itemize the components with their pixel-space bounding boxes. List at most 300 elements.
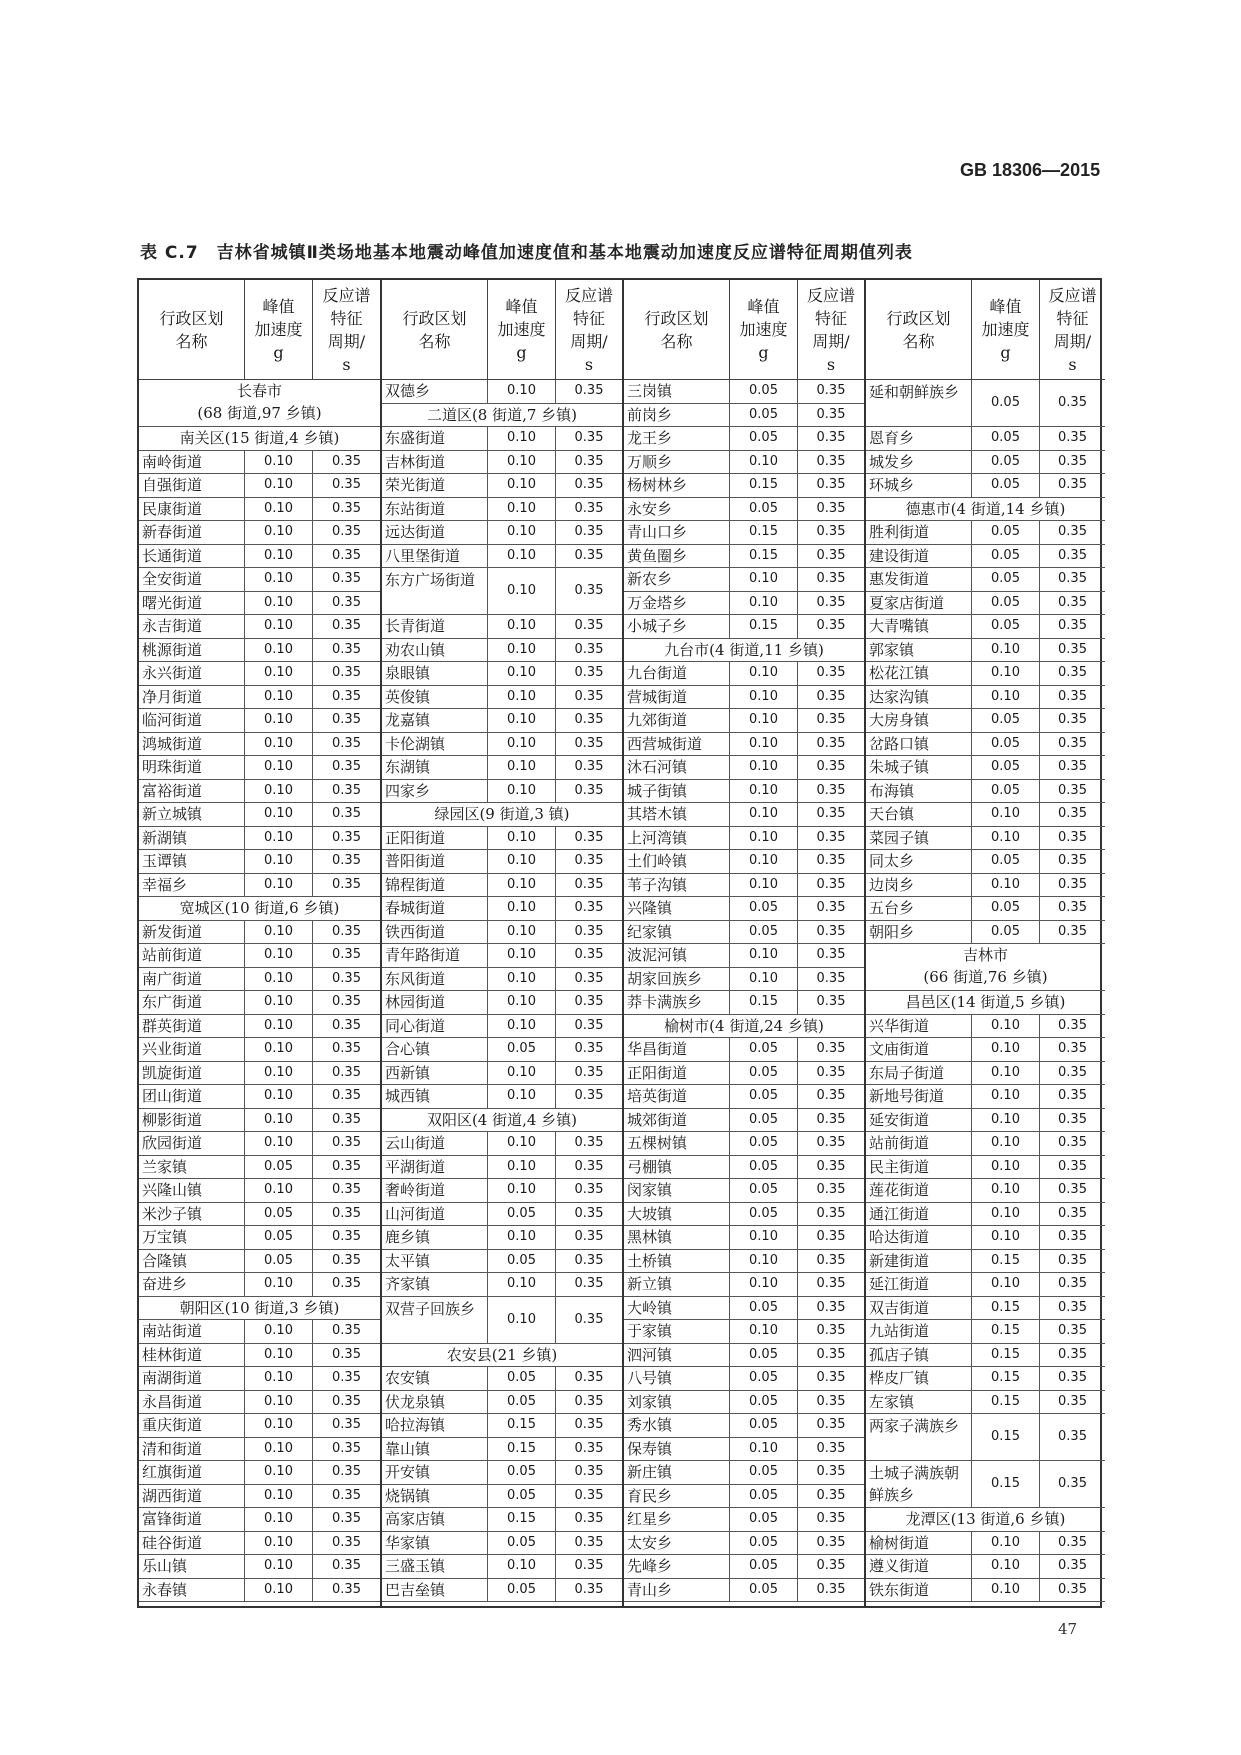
table-row [624, 827, 864, 851]
table-row [382, 1414, 622, 1438]
cell-accel: 0.15 [488, 1508, 556, 1531]
cell-name: 小城子乡 [624, 615, 730, 638]
table-row [139, 568, 380, 592]
table-row [624, 944, 864, 968]
cell-accel: 0.10 [245, 709, 313, 732]
table-row [382, 1508, 622, 1532]
cell-name: 新立城镇 [139, 803, 245, 826]
table-row [382, 1461, 622, 1485]
cell-accel: 0.05 [488, 1250, 556, 1273]
cell-accel: 0.05 [730, 1156, 798, 1179]
cell-period: 0.35 [574, 1158, 604, 1174]
cell-period: 0.35 [332, 712, 361, 727]
cell-name: 泗河镇 [624, 1344, 730, 1367]
table-row [382, 1579, 622, 1603]
cell-period: 0.35 [574, 735, 604, 751]
cell-name: 城郊街道 [624, 1109, 730, 1132]
cell-period: 0.35 [1058, 712, 1087, 727]
table-row [139, 1038, 380, 1062]
cell-accel: 0.10 [488, 498, 556, 521]
cell-period: 0.35 [574, 1511, 604, 1526]
cell-accel: 0.10 [972, 1085, 1040, 1108]
cell-name: 新地号街道 [866, 1085, 972, 1108]
table-row [624, 803, 864, 827]
table-row [139, 1391, 380, 1415]
cell-period: 0.35 [816, 1417, 846, 1432]
cell-accel: 0.15 [730, 615, 798, 638]
cell-period: 0.35 [332, 1017, 361, 1033]
cell-accel: 0.10 [972, 1555, 1040, 1578]
table-column-block [139, 280, 380, 1606]
cell-period: 0.35 [574, 1135, 604, 1150]
cell-name: 东盛街道 [382, 427, 488, 450]
cell-period: 0.35 [1058, 1017, 1087, 1033]
cell-accel: 0.10 [245, 639, 313, 662]
cell-period: 0.35 [1058, 594, 1087, 610]
table-row [866, 1038, 1105, 1062]
cell-name: 郭家镇 [866, 639, 972, 662]
cell-name: 全安街道 [139, 568, 245, 591]
cell-name: 伏龙泉镇 [382, 1391, 488, 1414]
table-row [139, 733, 380, 757]
cell-name: 东方广场街道 [382, 568, 488, 614]
cell-accel: 0.10 [730, 1438, 798, 1461]
cell-accel: 0.10 [972, 827, 1040, 850]
cell-period: 0.35 [1058, 477, 1087, 492]
cell-name: 龙王乡 [624, 427, 730, 450]
cell-accel: 0.15 [488, 1438, 556, 1461]
header-accel: 峰值 加速度 g [972, 280, 1040, 379]
table-row [139, 1555, 380, 1579]
cell-name: 纪家镇 [624, 921, 730, 944]
cell-period: 0.35 [332, 1182, 361, 1197]
cell-accel: 0.10 [488, 686, 556, 709]
table-row [624, 451, 864, 475]
cell-accel: 0.05 [488, 1203, 556, 1226]
cell-period: 0.35 [574, 453, 604, 469]
cell-accel: 0.10 [972, 1062, 1040, 1085]
cell-accel: 0.05 [972, 451, 1040, 474]
cell-name: 南湖街道 [139, 1367, 245, 1390]
cell-name: 育民乡 [624, 1485, 730, 1508]
table-row [624, 1179, 864, 1203]
table-row [382, 568, 622, 615]
cell-period: 0.35 [816, 829, 846, 845]
table-row [624, 1579, 864, 1603]
cell-name: 于家镇 [624, 1320, 730, 1343]
table-row [382, 756, 622, 780]
cell-name: 净月街道 [139, 686, 245, 709]
cell-accel: 0.10 [245, 1344, 313, 1367]
cell-period: 0.35 [332, 1205, 361, 1221]
cell-period: 0.35 [816, 688, 846, 704]
cell-accel: 0.05 [245, 1250, 313, 1273]
cell-accel: 0.05 [730, 1132, 798, 1155]
cell-name: 永安乡 [624, 498, 730, 521]
cell-name: 双德乡 [382, 380, 488, 403]
cell-name: 临河街道 [139, 709, 245, 732]
table-row [624, 1414, 864, 1438]
cell-name: 兴隆山镇 [139, 1179, 245, 1202]
cell-name: 奢岭街道 [382, 1179, 488, 1202]
cell-accel: 0.10 [245, 1062, 313, 1085]
cell-period: 0.35 [574, 524, 604, 539]
cell-name: 巴吉垒镇 [382, 1579, 488, 1602]
cell-name: 团山街道 [139, 1085, 245, 1108]
table-row [624, 1156, 864, 1180]
table-row [624, 1062, 864, 1086]
table-row [624, 404, 864, 428]
header-period: 反应谱 特征 周期/ s [322, 285, 371, 374]
cell-accel: 0.10 [245, 1508, 313, 1531]
cell-accel: 0.05 [488, 1367, 556, 1390]
cell-accel: 0.05 [730, 1038, 798, 1061]
cell-name: 远达街道 [382, 521, 488, 544]
table-row [382, 545, 622, 569]
cell-name: 南站街道 [139, 1320, 245, 1343]
cell-name: 边岗乡 [866, 874, 972, 897]
cell-period: 0.35 [816, 1205, 846, 1221]
cell-accel: 0.05 [730, 1203, 798, 1226]
cell-period: 0.35 [574, 1311, 604, 1327]
table-row [866, 1461, 1105, 1508]
cell-accel: 0.10 [730, 568, 798, 591]
cell-accel: 0.10 [730, 874, 798, 897]
header-period: 反应谱 特征 周期/ s [1048, 285, 1097, 374]
header-period: 反应谱 特征 周期/ s [564, 285, 613, 374]
cell-accel: 0.05 [972, 921, 1040, 944]
table-row [382, 521, 622, 545]
cell-accel: 0.15 [972, 1414, 1040, 1460]
group-row [139, 427, 380, 451]
cell-accel: 0.10 [488, 1132, 556, 1155]
cell-period: 0.35 [574, 1088, 604, 1103]
cell-accel: 0.10 [245, 1085, 313, 1108]
cell-name: 天台镇 [866, 803, 972, 826]
cell-accel: 0.10 [245, 1414, 313, 1437]
cell-period: 0.35 [1058, 876, 1087, 892]
table-row [866, 1109, 1105, 1133]
cell-name: 林园街道 [382, 991, 488, 1014]
cell-name: 吉林街道 [382, 451, 488, 474]
cell-accel: 0.05 [972, 380, 1040, 426]
cell-accel: 0.10 [245, 803, 313, 826]
cell-name: 华家镇 [382, 1532, 488, 1555]
cell-period: 0.35 [574, 1464, 604, 1479]
cell-name: 其塔木镇 [624, 803, 730, 826]
cell-accel: 0.10 [730, 780, 798, 803]
cell-accel: 0.15 [972, 1344, 1040, 1367]
cell-name: 城子街镇 [624, 780, 730, 803]
cell-accel: 0.10 [245, 1461, 313, 1484]
table-row [382, 1085, 622, 1109]
cell-name: 恩育乡 [866, 427, 972, 450]
cell-name: 兰家镇 [139, 1156, 245, 1179]
cell-period: 0.35 [1058, 1299, 1087, 1315]
cell-period: 0.35 [1058, 1534, 1087, 1550]
table-row [866, 615, 1105, 639]
cell-period: 0.35 [332, 994, 361, 1009]
cell-period: 0.35 [816, 453, 846, 469]
cell-period: 0.35 [816, 1323, 846, 1338]
cell-accel: 0.10 [245, 451, 313, 474]
cell-accel: 0.05 [488, 1391, 556, 1414]
cell-period: 0.35 [1058, 1064, 1087, 1080]
cell-name: 湖西街道 [139, 1485, 245, 1508]
table-row [624, 1085, 864, 1109]
cell-name: 九台街道 [624, 662, 730, 685]
cell-accel: 0.10 [245, 944, 313, 967]
cell-period: 0.35 [816, 947, 846, 962]
cell-accel: 0.10 [730, 1226, 798, 1249]
cell-accel: 0.10 [488, 1085, 556, 1108]
table-row [866, 451, 1105, 475]
cell-accel: 0.10 [245, 1109, 313, 1132]
table-row [866, 803, 1105, 827]
cell-name: 五台乡 [866, 897, 972, 920]
table-row [624, 545, 864, 569]
cell-period: 0.35 [1058, 782, 1087, 798]
header-accel: 峰值 加速度 g [730, 280, 798, 379]
cell-name: 胡家回族乡 [624, 968, 730, 991]
cell-name: 幸福乡 [139, 874, 245, 897]
table-row [866, 1015, 1105, 1039]
cell-period: 0.35 [816, 970, 846, 986]
cell-period: 0.35 [574, 583, 604, 598]
table-row [139, 1461, 380, 1485]
cell-period: 0.35 [816, 406, 846, 422]
cell-accel: 0.10 [730, 756, 798, 779]
table-row [382, 498, 622, 522]
cell-name: 左家镇 [866, 1391, 972, 1414]
cell-accel: 0.05 [972, 733, 1040, 756]
cell-name: 弓棚镇 [624, 1156, 730, 1179]
cell-accel: 0.15 [730, 521, 798, 544]
table-row [382, 639, 622, 663]
cell-name: 大岭镇 [624, 1297, 730, 1320]
cell-name: 云山街道 [382, 1132, 488, 1155]
cell-accel: 0.10 [488, 944, 556, 967]
cell-accel: 0.10 [488, 991, 556, 1014]
cell-period: 0.35 [816, 712, 846, 727]
table-row [139, 451, 380, 475]
cell-name: 前岗乡 [624, 404, 730, 427]
table-row [139, 1414, 380, 1438]
cell-name: 菜园子镇 [866, 827, 972, 850]
cell-name: 延和朝鲜族乡 [866, 380, 972, 426]
cell-accel: 0.10 [488, 827, 556, 850]
cell-name: 泉眼镇 [382, 662, 488, 685]
cell-accel: 0.10 [245, 521, 313, 544]
cell-accel: 0.10 [488, 380, 556, 403]
cell-name: 莲花街道 [866, 1179, 972, 1202]
table-row [866, 639, 1105, 663]
cell-accel: 0.10 [730, 850, 798, 873]
cell-name: 铁东街道 [866, 1579, 972, 1602]
cell-accel: 0.10 [972, 1226, 1040, 1249]
cell-name: 双吉街道 [866, 1297, 972, 1320]
cell-name: 新立镇 [624, 1273, 730, 1296]
cell-accel: 0.10 [245, 850, 313, 873]
cell-name: 兴业街道 [139, 1038, 245, 1061]
cell-name: 正阳街道 [624, 1062, 730, 1085]
cell-period: 0.35 [332, 665, 361, 680]
cell-accel: 0.10 [488, 1015, 556, 1038]
table-row [624, 780, 864, 804]
cell-name: 重庆街道 [139, 1414, 245, 1437]
cell-period: 0.35 [332, 735, 361, 751]
table-row [139, 1250, 380, 1274]
cell-name: 培英街道 [624, 1085, 730, 1108]
cell-accel: 0.05 [730, 1461, 798, 1484]
cell-name: 红星乡 [624, 1508, 730, 1531]
group-label: 龙潭区(13 街道,6 乡镇) [905, 1510, 1066, 1528]
cell-name: 民主街道 [866, 1156, 972, 1179]
cell-accel: 0.10 [488, 568, 556, 614]
group-row [866, 991, 1105, 1015]
table-row [866, 1062, 1105, 1086]
cell-name: 合心镇 [382, 1038, 488, 1061]
cell-accel: 0.10 [488, 615, 556, 638]
header-accel: 峰值 加速度 g [488, 280, 556, 379]
cell-accel: 0.10 [730, 709, 798, 732]
table-row [866, 592, 1105, 616]
header-name: 行政区划 名称 [382, 280, 488, 379]
cell-name: 新建街道 [866, 1250, 972, 1273]
table-row [866, 1179, 1105, 1203]
cell-period: 0.35 [1058, 1370, 1087, 1385]
cell-accel: 0.10 [730, 662, 798, 685]
table-row [624, 521, 864, 545]
cell-name: 卡伦湖镇 [382, 733, 488, 756]
cell-name: 南广街道 [139, 968, 245, 991]
cell-period: 0.35 [332, 1487, 361, 1503]
cell-accel: 0.05 [730, 404, 798, 427]
table-column-block [380, 280, 622, 1606]
table-row [866, 1414, 1105, 1461]
cell-period: 0.35 [1058, 453, 1087, 469]
cell-period: 0.35 [816, 1299, 846, 1315]
table-row [382, 1297, 622, 1344]
table-row [139, 1203, 380, 1227]
table-row [139, 662, 380, 686]
cell-name: 青山口乡 [624, 521, 730, 544]
cell-name: 硅谷街道 [139, 1532, 245, 1555]
cell-name: 榆树街道 [866, 1532, 972, 1555]
cell-accel: 0.10 [245, 545, 313, 568]
cell-accel: 0.10 [245, 1015, 313, 1038]
cell-period: 0.35 [574, 1205, 604, 1221]
cell-period: 0.35 [1058, 1229, 1087, 1244]
column-header [866, 280, 1105, 380]
table-row [139, 780, 380, 804]
cell-name: 营城街道 [624, 686, 730, 709]
group-row [139, 897, 380, 921]
cell-accel: 0.05 [730, 1367, 798, 1390]
cell-period: 0.35 [816, 759, 846, 774]
cell-name: 先峰乡 [624, 1555, 730, 1578]
cell-period: 0.35 [1058, 571, 1087, 586]
cell-period: 0.35 [574, 1017, 604, 1033]
group-row [866, 498, 1105, 522]
table-row [382, 1367, 622, 1391]
cell-period: 0.35 [1058, 1276, 1087, 1291]
table-row [866, 1532, 1105, 1556]
cell-period: 0.35 [816, 1346, 846, 1362]
cell-accel: 0.05 [730, 1297, 798, 1320]
group-row [382, 404, 622, 428]
table-row [866, 1132, 1105, 1156]
cell-period: 0.35 [816, 923, 846, 939]
table-row [624, 1320, 864, 1344]
cell-period: 0.35 [1058, 641, 1087, 657]
cell-name: 城西镇 [382, 1085, 488, 1108]
table-row [139, 968, 380, 992]
cell-period: 0.35 [1058, 1088, 1087, 1103]
table-row [624, 686, 864, 710]
cell-period: 0.35 [816, 1581, 846, 1597]
table-row [624, 874, 864, 898]
cell-period: 0.35 [816, 1252, 846, 1268]
cell-name: 英俊镇 [382, 686, 488, 709]
table-row [624, 1250, 864, 1274]
cell-name: 站前街道 [866, 1132, 972, 1155]
table-row [139, 850, 380, 874]
cell-period: 0.35 [332, 782, 361, 798]
table-row [866, 474, 1105, 498]
cell-name: 新农乡 [624, 568, 730, 591]
cell-accel: 0.05 [730, 1109, 798, 1132]
table-row [624, 427, 864, 451]
table-row [139, 1367, 380, 1391]
cell-name: 青年路街道 [382, 944, 488, 967]
cell-name: 两家子满族乡 [866, 1414, 972, 1460]
cell-name: 大房身镇 [866, 709, 972, 732]
cell-name: 同太乡 [866, 850, 972, 873]
cell-period: 0.35 [332, 1064, 361, 1080]
cell-name: 太平镇 [382, 1250, 488, 1273]
cell-accel: 0.05 [972, 427, 1040, 450]
group-label: 二道区(8 街道,7 乡镇) [426, 405, 578, 424]
cell-name: 双营子回族乡 [382, 1297, 488, 1343]
cell-name: 土们岭镇 [624, 850, 730, 873]
cell-period: 0.35 [332, 500, 361, 516]
cell-accel: 0.10 [730, 803, 798, 826]
cell-name: 朱城子镇 [866, 756, 972, 779]
table-column-block [622, 280, 864, 1606]
table-row [866, 1203, 1105, 1227]
cell-period: 0.35 [816, 1111, 846, 1127]
table-row [382, 827, 622, 851]
cell-name: 刘家镇 [624, 1391, 730, 1414]
table-row [624, 1532, 864, 1556]
cell-accel: 0.10 [730, 827, 798, 850]
cell-period: 0.35 [816, 994, 846, 1009]
table-row [624, 662, 864, 686]
cell-name: 万顺乡 [624, 451, 730, 474]
group-label: 九台市(4 街道,11 乡镇) [664, 640, 824, 659]
cell-name: 平湖街道 [382, 1156, 488, 1179]
table-row [382, 427, 622, 451]
cell-period: 0.35 [1058, 923, 1087, 939]
cell-accel: 0.10 [488, 780, 556, 803]
cell-accel: 0.10 [730, 592, 798, 615]
cell-period: 0.35 [574, 900, 604, 915]
cell-period: 0.35 [816, 477, 846, 492]
table-row [382, 991, 622, 1015]
cell-name: 兴华街道 [866, 1015, 972, 1038]
cell-name: 合隆镇 [139, 1250, 245, 1273]
